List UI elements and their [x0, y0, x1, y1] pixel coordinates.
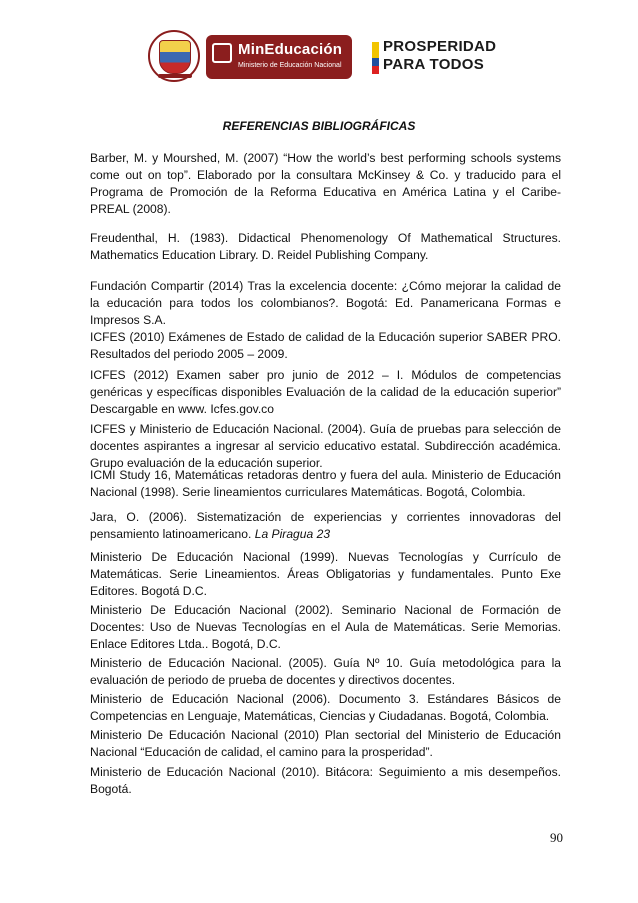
- reference-item: Ministerio De Educación Nacional (2002). Seminario Nacional de Formación de Docentes: Uso de Nuevas Tecnologías en el Aula de Matemáticas. Serie Memorias. Enlace Editores Ltda.. Bogotá, D.C.: [90, 603, 561, 651]
- reference-italic-title: La Piragua 23: [254, 527, 331, 541]
- ministry-subtitle: Ministerio de Educación Nacional: [238, 62, 342, 69]
- reference-item: [90, 509, 561, 543]
- reference-item: Ministerio De Educación Nacional (1999). Nuevas Tecnologías y Currículo de Matemáticas. Serie Lineamientos. Áreas Obligatorias y fundamentales. Punto Exe Editores. Bogotá D.C.: [90, 550, 561, 598]
- reference-item: ICFES (2012) Examen saber pro junio de 2012 – I. Módulos de competencias genéricas y específicas disponibles Evaluación de la calidad de la educación superior” Descargable en www. Icfes.gov.co: [90, 368, 561, 416]
- slogan-line-2: PARA TODOS: [383, 56, 485, 73]
- page-title: REFERENCIAS BIBLIOGRÁFICAS: [222, 119, 416, 133]
- slogan-line-1: PROSPERIDAD: [383, 38, 497, 55]
- prosperidad-para-todos-logo: [372, 38, 512, 78]
- reference-item: Fundación Compartir (2014) Tras la excelencia docente: ¿Cómo mejorar la calidad de la educación para todos los colombianos?. Bogotá: Ed. Panamericana Formas e Impresos S.A.: [90, 279, 561, 327]
- reference-item: ICFES y Ministerio de Educación Nacional. (2004). Guía de pruebas para selección de docentes aspirantes a ingresar al servicio educativo estatal. Subdirección académica. Grupo evaluación de la educación superior.: [90, 422, 561, 470]
- mineducacion-icon: [212, 43, 232, 63]
- header-logos: [148, 30, 508, 90]
- reference-item: Ministerio de Educación Nacional (2010). Bitácora: Seguimiento a mis desempeños. Bogotá.: [90, 765, 561, 796]
- flag-stripe-icon: [372, 42, 379, 74]
- reference-item: Ministerio De Educación Nacional (2010) Plan sectorial del Ministerio de Educación Nacional “Educación de calidad, el camino para la prosperidad”.: [90, 728, 561, 759]
- reference-item: ICFES (2010) Exámenes de Estado de calidad de la Educación superior SABER PRO. Resultados del periodo 2005 – 2009.: [90, 330, 561, 361]
- page-number: 90: [550, 830, 563, 845]
- ministry-name: MinEducación: [238, 41, 343, 58]
- mineducacion-logo: [206, 35, 352, 79]
- reference-item: ICMI Study 16, Matemáticas retadoras dentro y fuera del aula. Ministerio de Educación Nacional (1998). Serie lineamientos curriculares Matemáticas. Bogotá, Colombia.: [90, 468, 561, 499]
- reference-text: Jara, O. (2006). Sistematización de experiencias y corrientes innovadoras del pensamiento latinoamericano.: [90, 510, 561, 541]
- reference-item: Ministerio de Educación Nacional (2006). Documento 3. Estándares Básicos de Competencias en Lenguaje, Matemáticas, Ciencias y Ciudadanas. Bogotá, Colombia.: [90, 692, 561, 723]
- colombia-coat-of-arms-logo: [148, 30, 200, 82]
- reference-item: Freudenthal, H. (1983). Didactical Phenomenology Of Mathematical Structures. Mathematics Education Library. D. Reidel Publishing Company.: [90, 231, 561, 262]
- reference-item: Barber, M. y Mourshed, M. (2007) “How the world’s best performing schools systems come out on top”. Elaborado por la consultara McKinsey & Co. y traducido para el Programa de Promoción de la Reforma Educativa en América Latina y el Caribe- PREAL (2008).: [90, 151, 561, 216]
- reference-item: Ministerio de Educación Nacional. (2005). Guía Nº 10. Guía metodológica para la evaluación de periodo de prueba de docentes y directivos docentes.: [90, 656, 561, 687]
